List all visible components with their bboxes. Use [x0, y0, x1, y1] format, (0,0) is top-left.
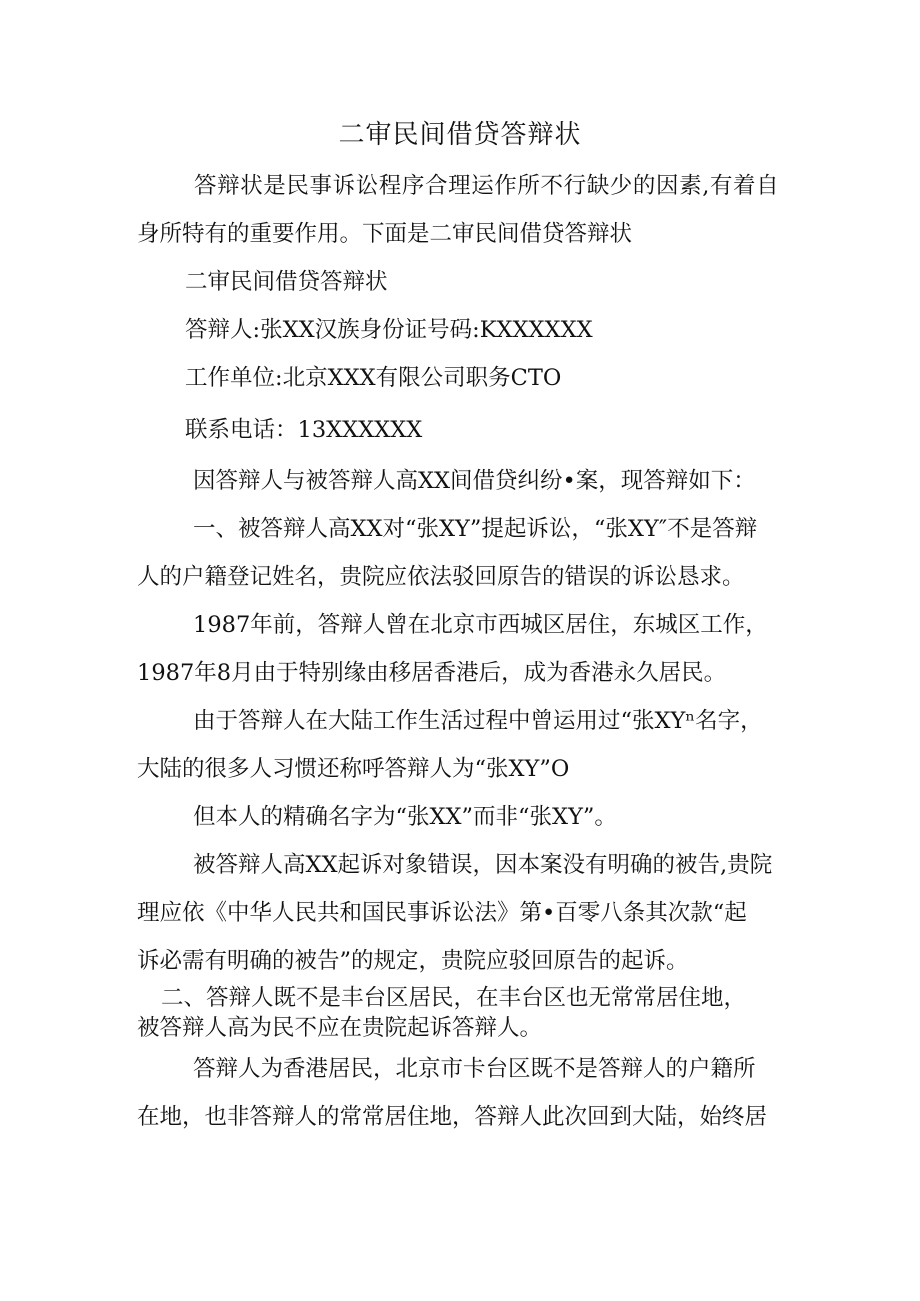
- paragraph-line: 身所特有的重要作用。下面是二审民间借贷答辩状: [137, 221, 633, 247]
- paragraph-line: 大陆的很多人习惯还称呼答辩人为“张XY”O: [137, 756, 570, 782]
- paragraph-line: 1987年8月由于特别缘由移居香港后，成为香港永久居民。: [137, 660, 727, 686]
- document-title: 二审民间借贷答辩状: [338, 120, 582, 150]
- paragraph-line: 答辩状是民事诉讼程序合理运作所不行缺少的因素,有着自: [194, 173, 780, 199]
- paragraph-line: 被答辩人高XX起诉对象错误，因本案没有明确的被告,贵院: [193, 852, 773, 878]
- employer-info: 工作单位:北京XXX有限公司职务CTO: [185, 365, 562, 391]
- paragraph-line: 二、答辩人既不是丰台区居民，在丰台区也无常常居住地，: [161, 985, 747, 1011]
- paragraph-line: 由于答辩人在大陆工作生活过程中曾运用过“张XYⁿ名字，: [193, 708, 763, 734]
- paragraph-line: 1987年前，答辩人曾在北京市西城区居住，东城区工作，: [193, 612, 768, 638]
- paragraph-line: 被答辩人高为民不应在贵院起诉答辩人。: [137, 1015, 543, 1041]
- respondent-info: 答辩人:张XX汉族身份证号码:KXXXXXX: [185, 317, 593, 343]
- subheading: 二审民间借贷答辩状: [185, 269, 388, 295]
- paragraph-line: 在地，也非答辩人的常常居住地，答辩人此次回到大陆，始终居: [137, 1104, 768, 1130]
- phone-info: 联系电话：13XXXXXX: [185, 417, 423, 443]
- paragraph-line: 因答辩人与被答辩人高XX间借贷纠纷•案，现答辩如下：: [193, 468, 756, 494]
- paragraph-line: 诉必需有明确的被告”的规定，贵院应驳回原告的起诉。: [137, 948, 689, 974]
- paragraph-line: 人的户籍登记姓名，贵院应依法驳回原告的错误的诉讼恳求。: [137, 564, 745, 590]
- paragraph-line: 答辩人为香港居民，北京市卡台区既不是答辩人的户籍所: [193, 1056, 756, 1082]
- paragraph-line: 一、被答辩人高XX对“张XY”提起诉讼，“张XY″不是答辩: [193, 516, 758, 542]
- paragraph-line: 理应依《中华人民共和国民事诉讼法》第•百零八条其次款“起: [137, 900, 747, 926]
- paragraph-line: 但本人的精确名字为“张XX”而非“张XY”。: [193, 804, 617, 830]
